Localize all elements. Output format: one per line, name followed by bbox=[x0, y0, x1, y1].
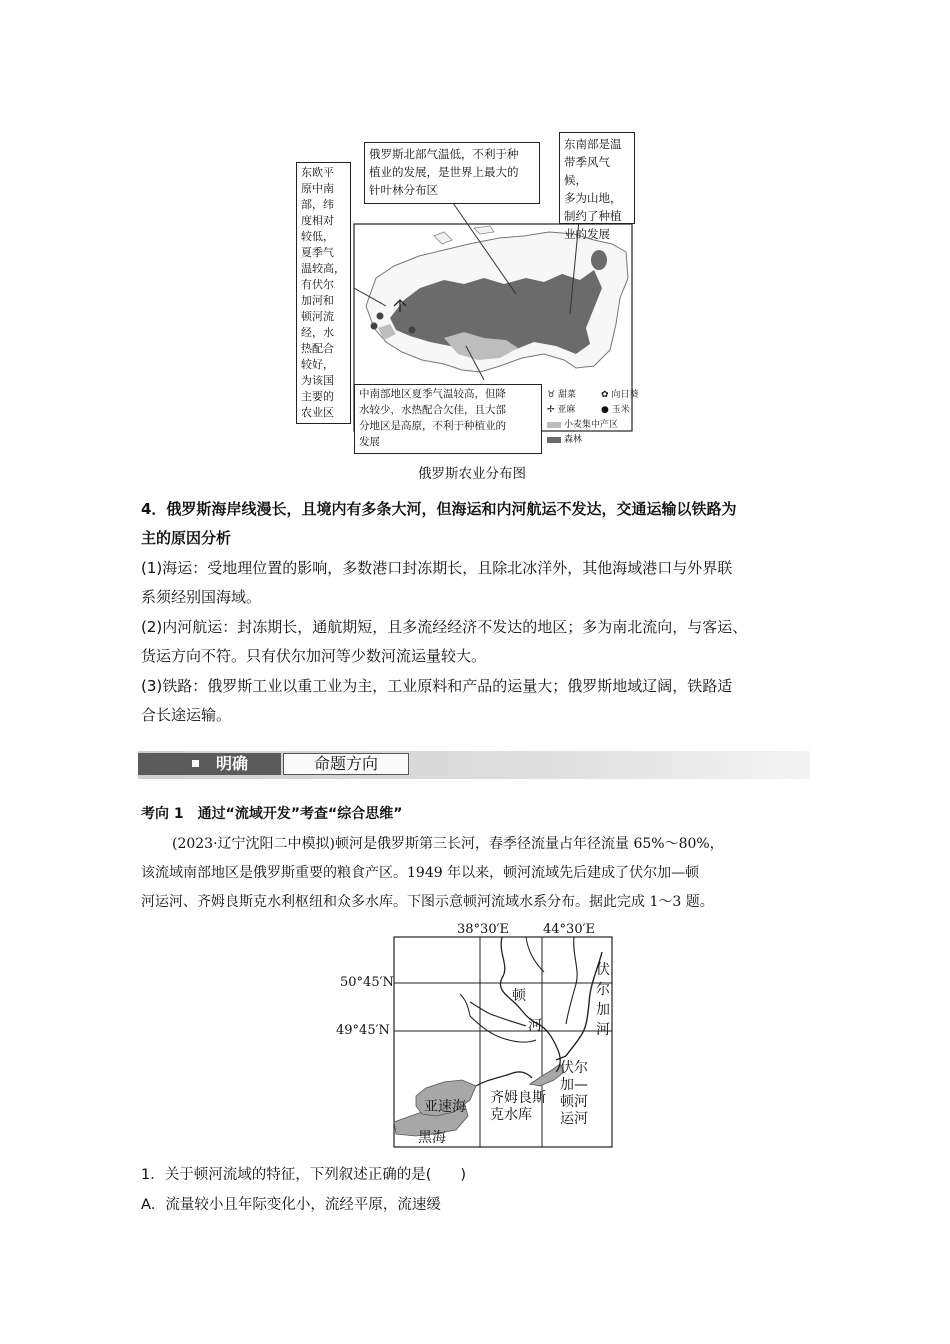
canal-label: 伏尔 加— 顿河 运河 bbox=[560, 1060, 588, 1127]
question1-stem: 1．关于顿河流域的特征，下列叙述正确的是( ) bbox=[141, 1167, 467, 1183]
azov-sea-label: 亚速海 bbox=[424, 1099, 466, 1115]
section4-railway-line2: 合长途运输。 bbox=[141, 706, 232, 724]
reservoir-label: 齐姆良斯 克水库 bbox=[490, 1090, 546, 1123]
agriculture-map-figure bbox=[294, 128, 654, 453]
longitude-label-1: 38°30′E bbox=[457, 922, 510, 937]
kaoxiang-title: 考向 1 通过“流域开发”考查“综合思维” bbox=[141, 806, 403, 822]
don-label-1: 顿 bbox=[512, 988, 526, 1004]
volga-label: 伏 尔 加 河 bbox=[596, 962, 610, 1038]
latitude-label-1: 50°45′N bbox=[340, 975, 394, 990]
callout-north-climate: 俄罗斯北部气温低，不利于种 植业的发展，是世界上最大的 针叶林分布区 bbox=[364, 142, 540, 204]
question1-option-a: A．流量较小且年际变化小，流经平原，流速缓 bbox=[141, 1197, 441, 1213]
callout-southeast-monsoon: 东南部是温 带季风气候， 多为山地， 制约了种植 业的发展 bbox=[559, 132, 635, 224]
section4-inland-waterway-line2: 货运方向不符。只有伏尔加河等少数河流运量较大。 bbox=[141, 647, 487, 665]
section4-heading-line2: 主的原因分析 bbox=[141, 529, 232, 547]
don-river-map-figure bbox=[330, 920, 620, 1152]
wheat-swatch bbox=[547, 422, 561, 428]
callout-south-central: 中南部地区夏季气温较高，但降 水较少，水热配合欠佳，且大部 分地区是高原，不利于种植业的 发展 bbox=[354, 384, 542, 454]
banner-right-label: 命题方向 bbox=[313, 754, 378, 773]
don-label-2: 河 bbox=[528, 1018, 542, 1034]
sugar-beet-icon: ♉ bbox=[547, 390, 556, 400]
corn-icon: ● bbox=[601, 405, 609, 415]
latitude-label-2: 49°45′N bbox=[336, 1023, 390, 1038]
intro-line1: (2023·辽宁沈阳二中模拟)顿河是俄罗斯第三长河，春季径流量占年径流量 65%～80%， bbox=[172, 836, 724, 852]
black-sea-label: 黑海 bbox=[418, 1130, 446, 1146]
intro-line2: 该流域南部地区是俄罗斯重要的粮食产区。1949 年以来，顿河流域先后建成了伏尔加—顿 bbox=[141, 865, 700, 881]
sugar-beet-marker bbox=[377, 313, 384, 320]
section4-railway-line1: (3)铁路：俄罗斯工业以重工业为主，工业原料和产品的运量大；俄罗斯地域辽阔，铁路适 bbox=[141, 677, 733, 695]
section4-sea-transport-line1: (1)海运：受地理位置的影响，多数港口封冻期长，且除北冰洋外，其他海域港口与外界联 bbox=[141, 559, 733, 577]
flax-icon: ✢ bbox=[547, 405, 555, 415]
section4-sea-transport-line2: 系须经别国海域。 bbox=[141, 588, 262, 606]
sunflower-icon: ✿ bbox=[601, 390, 609, 400]
section4-heading-line1: 4．俄罗斯海岸线漫长，且境内有多条大河，但海运和内河航运不发达，交通运输以铁路为 bbox=[141, 500, 737, 518]
map-legend: ♉ 甜菜 ✿ 向日葵 ✢ 亚麻 ● 玉米 小麦集中产区 森林 bbox=[547, 390, 639, 445]
intro-line3: 河运河、齐姆良斯克水利枢纽和众多水库。下图示意顿河流域水系分布。据此完成 1～3 题。 bbox=[141, 894, 714, 910]
forest-swatch bbox=[547, 437, 561, 443]
figure1-caption: 俄罗斯农业分布图 bbox=[418, 466, 526, 482]
callout-east-european-plain: 东欧平 原中南 部，纬 度相对 较低， 夏季气 温较高， 有伏尔 加河和 顿河流 经，水 热配合 较好， 为该国 主要的 农业区 bbox=[296, 162, 351, 424]
banner-left-label: 明确 bbox=[216, 754, 249, 773]
section4-inland-waterway-line1: (2)内河航运：封冻期长，通航期短，且多流经经济不发达的地区；多为南北流向，与客运、 bbox=[141, 618, 748, 636]
section-banner bbox=[138, 751, 810, 779]
longitude-label-2: 44°30′E bbox=[543, 922, 596, 937]
